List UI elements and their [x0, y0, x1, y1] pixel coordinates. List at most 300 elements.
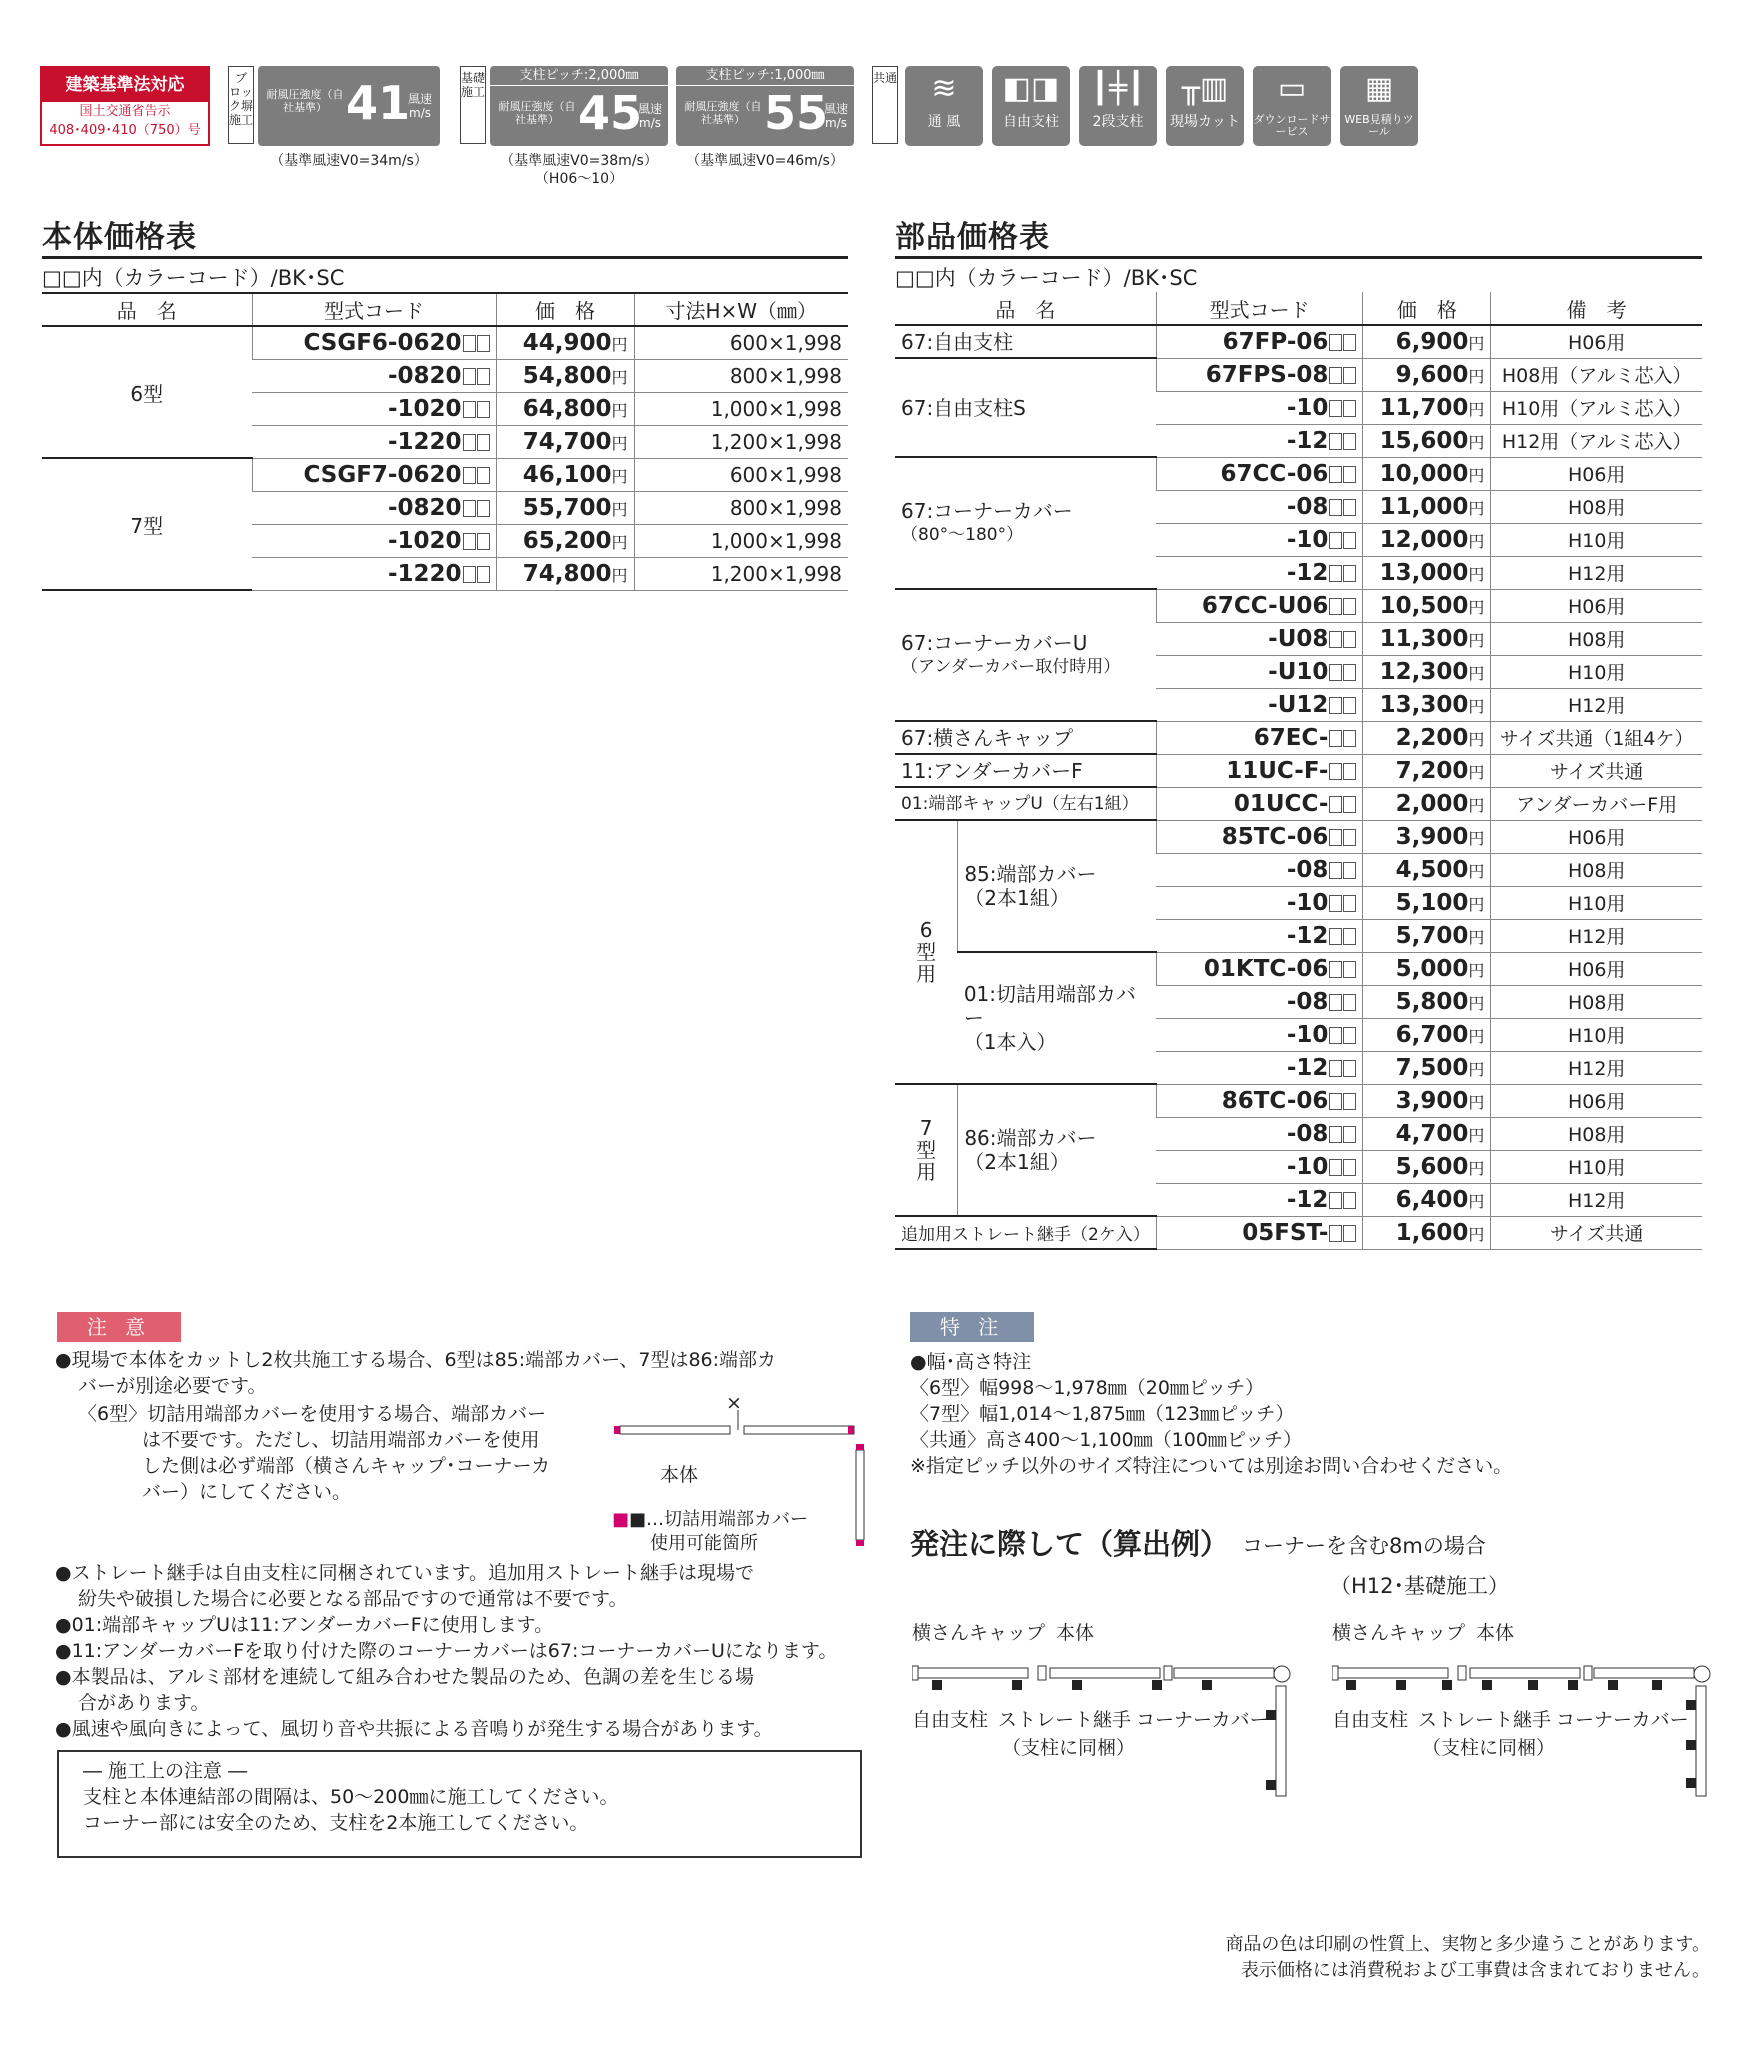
parts-table-title: 部品価格表 — [895, 220, 1050, 255]
part-code: -12 — [1156, 1051, 1363, 1084]
color-code-box — [463, 500, 476, 517]
part-price: 6,700円 — [1363, 1018, 1491, 1051]
part-price: 1,600円 — [1363, 1216, 1491, 1249]
footer-line-2: 表示価格には消費税および工事費は含まれておりません。 — [1240, 1960, 1710, 1981]
part-code: 01KTC-06 — [1156, 952, 1363, 985]
group-name: 7型 — [42, 458, 252, 590]
table-row — [895, 820, 1702, 853]
part-remark: H12用（アルミ芯入） — [1491, 424, 1702, 457]
part-code: 85TC-06 — [1156, 820, 1363, 853]
yen-unit: 円 — [1468, 1191, 1485, 1211]
yen-unit: 円 — [1468, 1125, 1485, 1145]
part-name: 01:端部キャップU（左右1組） — [895, 787, 1156, 820]
color-code-box — [1343, 796, 1356, 813]
caution-p2c: した側は必ず端部（横さんキャップ･コーナーカ — [142, 1455, 551, 1477]
part-code: -12 — [1156, 1183, 1363, 1216]
dimension: 800×1,998 — [634, 491, 848, 524]
part-remark: H06用 — [1491, 589, 1702, 622]
right-post-label: 自由支柱 — [1332, 1709, 1409, 1731]
color-code-box — [477, 500, 490, 517]
wind-icon: ≋ 通 風 — [905, 66, 983, 146]
color-code-box — [1343, 697, 1356, 714]
type-label: 6 型 用 — [895, 820, 958, 1084]
caution-p1b: バーが別途必要です。 — [78, 1375, 267, 1397]
yen-unit: 円 — [611, 499, 628, 519]
yen-unit: 円 — [1468, 1224, 1485, 1244]
color-code-box — [1343, 862, 1356, 879]
part-name: 67:横さんキャップ — [895, 721, 1156, 754]
part-code: 67EC- — [1156, 721, 1363, 754]
color-code-box — [1343, 664, 1356, 681]
part-remark: H10用 — [1491, 655, 1702, 688]
color-code-box — [1343, 928, 1356, 945]
law-badge-line1: 国土交通省告示 — [79, 104, 171, 119]
group-name: 6型 — [42, 326, 252, 458]
part-price: 9,600円 — [1363, 358, 1491, 391]
part-price: 5,800円 — [1363, 985, 1491, 1018]
right-body-label: 本体 — [1476, 1622, 1515, 1644]
price: 55,700円 — [496, 491, 634, 524]
model-code: -1020 — [252, 392, 496, 425]
color-code-box — [463, 335, 476, 352]
price: 64,800円 — [496, 392, 634, 425]
color-code-box — [1329, 796, 1342, 813]
yen-unit: 円 — [1468, 564, 1485, 584]
part-price: 12,300円 — [1363, 655, 1491, 688]
yen-unit: 円 — [1468, 729, 1485, 749]
part-remark: H10用 — [1491, 1150, 1702, 1183]
part-code: -U08 — [1156, 622, 1363, 655]
yen-unit: 円 — [611, 433, 628, 453]
main-header-price: 価 格 — [496, 293, 634, 326]
color-code-box — [463, 434, 476, 451]
caution-p1: ●現場で本体をカットし2枚共施工する場合、6型は85:端部カバー、7型は86:端部カ — [55, 1349, 777, 1371]
color-code-box — [1329, 1060, 1342, 1077]
part-remark: H06用 — [1491, 457, 1702, 490]
dimension: 1,000×1,998 — [634, 392, 848, 425]
install-notes-title: ― 施工上の注意 ― — [83, 1760, 248, 1782]
part-remark: H06用 — [1491, 820, 1702, 853]
right-corner-label: コーナーカバー — [1556, 1709, 1689, 1731]
main-header-name: 品 名 — [42, 293, 252, 326]
color-code-box — [1329, 829, 1342, 846]
law-badge-line2: 408･409･410（750）号 — [49, 123, 201, 138]
part-price: 11,700円 — [1363, 391, 1491, 424]
yen-unit: 円 — [1468, 1092, 1485, 1112]
color-code-box — [477, 335, 490, 352]
special-l2: 〈6型〉幅998～1,978㎜（20㎜ピッチ） — [910, 1377, 1265, 1399]
part-code: 67FPS-08 — [1156, 358, 1363, 391]
part-code: -U10 — [1156, 655, 1363, 688]
model-code: -0820 — [252, 359, 496, 392]
left-joint-label: ストレート継手 — [998, 1709, 1132, 1731]
left-cap-label: 横さんキャップ — [912, 1622, 1046, 1644]
yen-unit: 円 — [1468, 399, 1485, 419]
color-code-box — [1329, 334, 1342, 351]
law-badge-title: 建築基準法対応 — [42, 68, 208, 102]
yen-unit: 円 — [1468, 828, 1485, 848]
color-code-box — [1343, 1225, 1356, 1242]
table-row — [895, 952, 1702, 985]
color-code-box — [463, 401, 476, 418]
part-code: -08 — [1156, 1117, 1363, 1150]
caution-p6: ●本製品は、アルミ部材を連続して組み合わせた製品のため、色調の差を生じる場 — [55, 1666, 755, 1688]
dimension: 1,000×1,998 — [634, 524, 848, 557]
color-code-box — [1329, 862, 1342, 879]
color-code-box — [1343, 1093, 1356, 1110]
right-joint2-label: （支柱に同梱） — [1422, 1737, 1556, 1759]
type-label: 7 型 用 — [895, 1084, 958, 1216]
table-row — [895, 457, 1702, 490]
foundation-wind-badge-a — [490, 66, 668, 146]
color-code-box — [1329, 1027, 1342, 1044]
color-code-box — [477, 434, 490, 451]
color-code-box — [1343, 763, 1356, 780]
yen-unit: 円 — [1468, 366, 1485, 386]
part-remark: サイズ共通（1組4ケ） — [1491, 721, 1702, 754]
part-remark: サイズ共通 — [1491, 754, 1702, 787]
part-price: 2,000円 — [1363, 787, 1491, 820]
yen-unit: 円 — [1468, 531, 1485, 551]
special-tag: 特 注 — [910, 1312, 1034, 1342]
right-joint-label: ストレート継手 — [1418, 1709, 1552, 1731]
part-code: -10 — [1156, 523, 1363, 556]
model-code: -1220 — [252, 557, 496, 590]
foundation-unit-b: 風速m/s — [823, 102, 848, 130]
part-price: 5,700円 — [1363, 919, 1491, 952]
table-row — [42, 326, 848, 359]
part-price: 12,000円 — [1363, 523, 1491, 556]
part-price: 2,200円 — [1363, 721, 1491, 754]
yen-unit: 円 — [611, 565, 628, 585]
foundation-note-a2: （H06～10） — [534, 171, 624, 187]
special-l4: 〈共通〉高さ400～1,100㎜（100㎜ピッチ） — [910, 1429, 1303, 1451]
block-wind-sub: 耐風圧強度（自社基準） — [266, 88, 344, 114]
diagram-legend-2: 使用可能箇所 — [650, 1533, 758, 1554]
color-code-box — [1329, 961, 1342, 978]
part-price: 15,600円 — [1363, 424, 1491, 457]
special-l1: ●幅･高さ特注 — [910, 1351, 1032, 1373]
price: 65,200円 — [496, 524, 634, 557]
part-name: 67:コーナーカバー （80°～180°） — [895, 457, 1156, 589]
foundation-note-a: （基準風速V0=38m/s） — [500, 153, 658, 169]
yen-unit: 円 — [1468, 696, 1485, 716]
yen-unit: 円 — [611, 400, 628, 420]
yen-unit: 円 — [611, 367, 628, 387]
parts-header-price: 価 格 — [1363, 292, 1491, 325]
color-code-box — [1343, 961, 1356, 978]
dimension: 800×1,998 — [634, 359, 848, 392]
yen-unit: 円 — [611, 334, 628, 354]
table-row — [42, 458, 848, 491]
part-price: 7,500円 — [1363, 1051, 1491, 1084]
pitch-a: 支柱ピッチ:2,000㎜ — [490, 66, 668, 86]
part-remark: H06用 — [1491, 325, 1702, 358]
color-code-box — [1329, 367, 1342, 384]
color-code-box — [477, 401, 490, 418]
color-code-box — [1329, 532, 1342, 549]
part-name: 11:アンダーカバーF — [895, 754, 1156, 787]
price: 46,100円 — [496, 458, 634, 491]
left-body-label: 本体 — [1056, 1622, 1095, 1644]
part-name: 追加用ストレート継手（2ケ入） — [895, 1216, 1156, 1249]
price: 44,900円 — [496, 326, 634, 359]
price: 54,800円 — [496, 359, 634, 392]
part-code: -12 — [1156, 919, 1363, 952]
yen-unit: 円 — [1468, 465, 1485, 485]
color-code-box — [1343, 334, 1356, 351]
part-remark: H12用 — [1491, 1051, 1702, 1084]
color-code-box — [477, 467, 490, 484]
parts-header-remark: 備 考 — [1491, 292, 1702, 325]
yen-unit: 円 — [611, 532, 628, 552]
part-name: 67:コーナーカバーU （アンダーカバー取付時用） — [895, 589, 1156, 721]
order-subtitle: コーナーを含む8mの場合 — [1242, 1534, 1486, 1558]
table-row — [895, 589, 1702, 622]
part-code: -10 — [1156, 886, 1363, 919]
install-note-2: コーナー部には安全のため、支柱を2本施工してください。 — [83, 1812, 589, 1834]
main-header-size: 寸法H×W（㎜） — [634, 293, 848, 326]
model-code: -1020 — [252, 524, 496, 557]
part-code: 05FST- — [1156, 1216, 1363, 1249]
main-price-table — [42, 292, 848, 591]
site-cut-icon: ╥▥ 現場カット — [1166, 66, 1244, 146]
part-name: 67:自由支柱S — [895, 358, 1156, 457]
pitch-b: 支柱ピッチ:1,000㎜ — [676, 66, 854, 86]
part-code: -12 — [1156, 424, 1363, 457]
color-code-box — [1343, 400, 1356, 417]
part-price: 4,700円 — [1363, 1117, 1491, 1150]
part-code: -12 — [1156, 556, 1363, 589]
yen-unit: 円 — [1468, 894, 1485, 914]
parts-price-table — [895, 292, 1702, 1250]
color-code-box — [1329, 1192, 1342, 1209]
color-code-box — [1329, 598, 1342, 615]
table-row — [895, 358, 1702, 391]
yen-unit: 円 — [1468, 1026, 1485, 1046]
part-price: 13,000円 — [1363, 556, 1491, 589]
table-row — [895, 1084, 1702, 1117]
part-code: -08 — [1156, 853, 1363, 886]
part-name: 86:端部カバー （2本1組） — [958, 1084, 1157, 1216]
yen-unit: 円 — [1468, 1059, 1485, 1079]
footer-note — [1225, 1932, 1710, 1984]
caution-p2d: バー）にしてください。 — [142, 1481, 352, 1503]
color-code-box — [1343, 367, 1356, 384]
foundation-sub-b: 耐風圧強度（自社基準） — [684, 100, 762, 126]
color-code-box — [1329, 466, 1342, 483]
foundation-sub-a: 耐風圧強度（自社基準） — [498, 100, 576, 126]
color-code-box — [1343, 1027, 1356, 1044]
caution-p6b: 合があります。 — [78, 1692, 210, 1714]
color-code-box — [477, 566, 490, 583]
table-row — [895, 754, 1702, 787]
part-name: 67:自由支柱 — [895, 325, 1156, 358]
color-code-box — [1329, 895, 1342, 912]
part-price: 5,600円 — [1363, 1150, 1491, 1183]
left-corner-label: コーナーカバー — [1136, 1709, 1269, 1731]
part-price: 11,000円 — [1363, 490, 1491, 523]
caution-p3: ●ストレート継手は自由支柱に同梱されています。追加用ストレート継手は現場で — [55, 1562, 755, 1584]
color-code-box — [1329, 1225, 1342, 1242]
part-code: -10 — [1156, 1150, 1363, 1183]
part-price: 6,900円 — [1363, 325, 1491, 358]
part-remark: H08用 — [1491, 853, 1702, 886]
color-code-box — [1329, 763, 1342, 780]
color-code-box — [463, 467, 476, 484]
color-code-box — [1329, 664, 1342, 681]
yen-unit: 円 — [1468, 993, 1485, 1013]
part-remark: H08用（アルミ芯入） — [1491, 358, 1702, 391]
part-remark: H08用 — [1491, 490, 1702, 523]
part-remark: H10用（アルミ芯入） — [1491, 391, 1702, 424]
caution-p3b: 紛失や破損した場合に必要となる部品ですので通常は不要です。 — [78, 1588, 628, 1610]
part-code: -08 — [1156, 985, 1363, 1018]
color-code-box — [1343, 1060, 1356, 1077]
color-code-box — [1329, 565, 1342, 582]
color-code-box — [1343, 433, 1356, 450]
color-code-box — [463, 566, 476, 583]
part-price: 11,300円 — [1363, 622, 1491, 655]
parts-header-name: 品 名 — [895, 292, 1156, 325]
color-code-box — [1329, 433, 1342, 450]
color-code-box — [1343, 1126, 1356, 1143]
common-label: 共通 — [872, 66, 898, 144]
table-row — [895, 1216, 1702, 1249]
color-code-box — [1329, 631, 1342, 648]
law-compliance-badge — [40, 66, 210, 146]
part-name: 01:切詰用端部カバー （1本入） — [958, 952, 1157, 1084]
part-price: 3,900円 — [1363, 820, 1491, 853]
color-code-box — [1329, 928, 1342, 945]
main-header-code: 型式コード — [252, 293, 496, 326]
table-row — [895, 787, 1702, 820]
web-estimate-icon: ▦ WEB見積りツール — [1340, 66, 1418, 146]
parts-title-rule — [895, 256, 1702, 259]
color-code-box — [1343, 565, 1356, 582]
install-note-1: 支柱と本体連結部の間隔は、50～200㎜に施工してください。 — [83, 1786, 619, 1808]
block-wind-value: 41 — [346, 76, 411, 130]
part-code: -U12 — [1156, 688, 1363, 721]
color-code-box — [1329, 697, 1342, 714]
special-l5: ※指定ピッチ以外のサイズ特注については別途お問い合わせください。 — [910, 1455, 1513, 1477]
right-cap-label: 横さんキャップ — [1332, 1622, 1466, 1644]
color-code-box — [1343, 829, 1356, 846]
block-wall-label: ブロック塀施工 — [228, 66, 254, 144]
left-post-label: 自由支柱 — [912, 1709, 989, 1731]
model-code: -0820 — [252, 491, 496, 524]
color-code-box — [1329, 1093, 1342, 1110]
part-remark: H10用 — [1491, 523, 1702, 556]
color-code-box — [477, 368, 490, 385]
yen-unit: 円 — [1468, 597, 1485, 617]
dimension: 600×1,998 — [634, 326, 848, 359]
yen-unit: 円 — [1468, 960, 1485, 980]
left-joint2-label: （支柱に同梱） — [1002, 1737, 1136, 1759]
foundation-label: 基礎施工 — [460, 66, 486, 144]
part-remark: H06用 — [1491, 1084, 1702, 1117]
special-l3: 〈7型〉幅1,014～1,875㎜（123㎜ピッチ） — [910, 1403, 1295, 1425]
part-code: -08 — [1156, 490, 1363, 523]
part-remark: H12用 — [1491, 556, 1702, 589]
parts-color-code: □□内（カラーコード）/BK･SC — [895, 266, 1198, 290]
main-table-title: 本体価格表 — [42, 220, 197, 255]
part-price: 13,300円 — [1363, 688, 1491, 721]
price: 74,700円 — [496, 425, 634, 458]
dimension: 1,200×1,998 — [634, 557, 848, 590]
part-code: 67FP-06 — [1156, 325, 1363, 358]
yen-unit: 円 — [1468, 861, 1485, 881]
part-price: 6,400円 — [1363, 1183, 1491, 1216]
part-code: 67CC-06 — [1156, 457, 1363, 490]
block-wind-badge — [258, 66, 440, 146]
caution-p7: ●風速や風向きによって、風切り音や共振による音鳴りが発生する場合があります。 — [55, 1718, 773, 1740]
foundation-wind-badge-b — [676, 66, 854, 146]
model-code: CSGF6-0620 — [252, 326, 496, 359]
part-remark: H08用 — [1491, 622, 1702, 655]
foundation-value-a: 45 — [578, 86, 643, 140]
foundation-value-b: 55 — [764, 86, 829, 140]
part-code: 11UC-F- — [1156, 754, 1363, 787]
part-price: 3,900円 — [1363, 1084, 1491, 1117]
caution-tag: 注 意 — [57, 1312, 181, 1342]
part-price: 5,100円 — [1363, 886, 1491, 919]
two-step-post-icon: ┃╪┃ 2段支柱 — [1079, 66, 1157, 146]
yen-unit: 円 — [1468, 762, 1485, 782]
yen-unit: 円 — [1468, 630, 1485, 650]
color-code-box — [1343, 730, 1356, 747]
model-code: CSGF7-0620 — [252, 458, 496, 491]
color-code-box — [1343, 598, 1356, 615]
color-code-box — [1343, 895, 1356, 912]
main-title-rule — [42, 256, 848, 259]
dimension: 1,200×1,998 — [634, 425, 848, 458]
part-name: 85:端部カバー （2本1組） — [958, 820, 1157, 952]
caution-p5: ●11:アンダーカバーFを取り付けた際のコーナーカバーは67:コーナーカバーUになります。 — [55, 1640, 838, 1662]
color-code-box — [1329, 400, 1342, 417]
yen-unit: 円 — [1468, 498, 1485, 518]
model-code: -1220 — [252, 425, 496, 458]
part-remark: H08用 — [1491, 985, 1702, 1018]
diagram-legend-1: ■■…切詰用端部カバー — [612, 1509, 809, 1530]
part-price: 10,000円 — [1363, 457, 1491, 490]
yen-unit: 円 — [1468, 663, 1485, 683]
color-code-box — [463, 533, 476, 550]
color-code-box — [1329, 499, 1342, 516]
parts-header-code: 型式コード — [1156, 292, 1363, 325]
order-title: 発注に際して（算出例） — [910, 1527, 1230, 1561]
part-remark: H12用 — [1491, 1183, 1702, 1216]
order-subtitle2: （H12･基礎施工） — [1330, 1574, 1510, 1598]
color-code-box — [1343, 631, 1356, 648]
block-wind-unit: 風速m/s — [407, 92, 432, 120]
part-price: 5,000円 — [1363, 952, 1491, 985]
caution-p4: ●01:端部キャップUは11:アンダーカバーFに使用します。 — [55, 1614, 554, 1636]
color-code-box — [477, 533, 490, 550]
download-icon: ▭ ダウンロードサービス — [1253, 66, 1331, 146]
part-code: -10 — [1156, 1018, 1363, 1051]
color-code-box — [1343, 994, 1356, 1011]
part-code: 86TC-06 — [1156, 1084, 1363, 1117]
install-notes-box — [57, 1750, 862, 1858]
part-remark: H12用 — [1491, 688, 1702, 721]
part-price: 7,200円 — [1363, 754, 1491, 787]
free-post-icon: ◧◨ 自由支柱 — [992, 66, 1070, 146]
part-code: 01UCC- — [1156, 787, 1363, 820]
part-price: 10,500円 — [1363, 589, 1491, 622]
foundation-unit-a: 風速m/s — [637, 102, 662, 130]
table-row — [895, 325, 1702, 358]
